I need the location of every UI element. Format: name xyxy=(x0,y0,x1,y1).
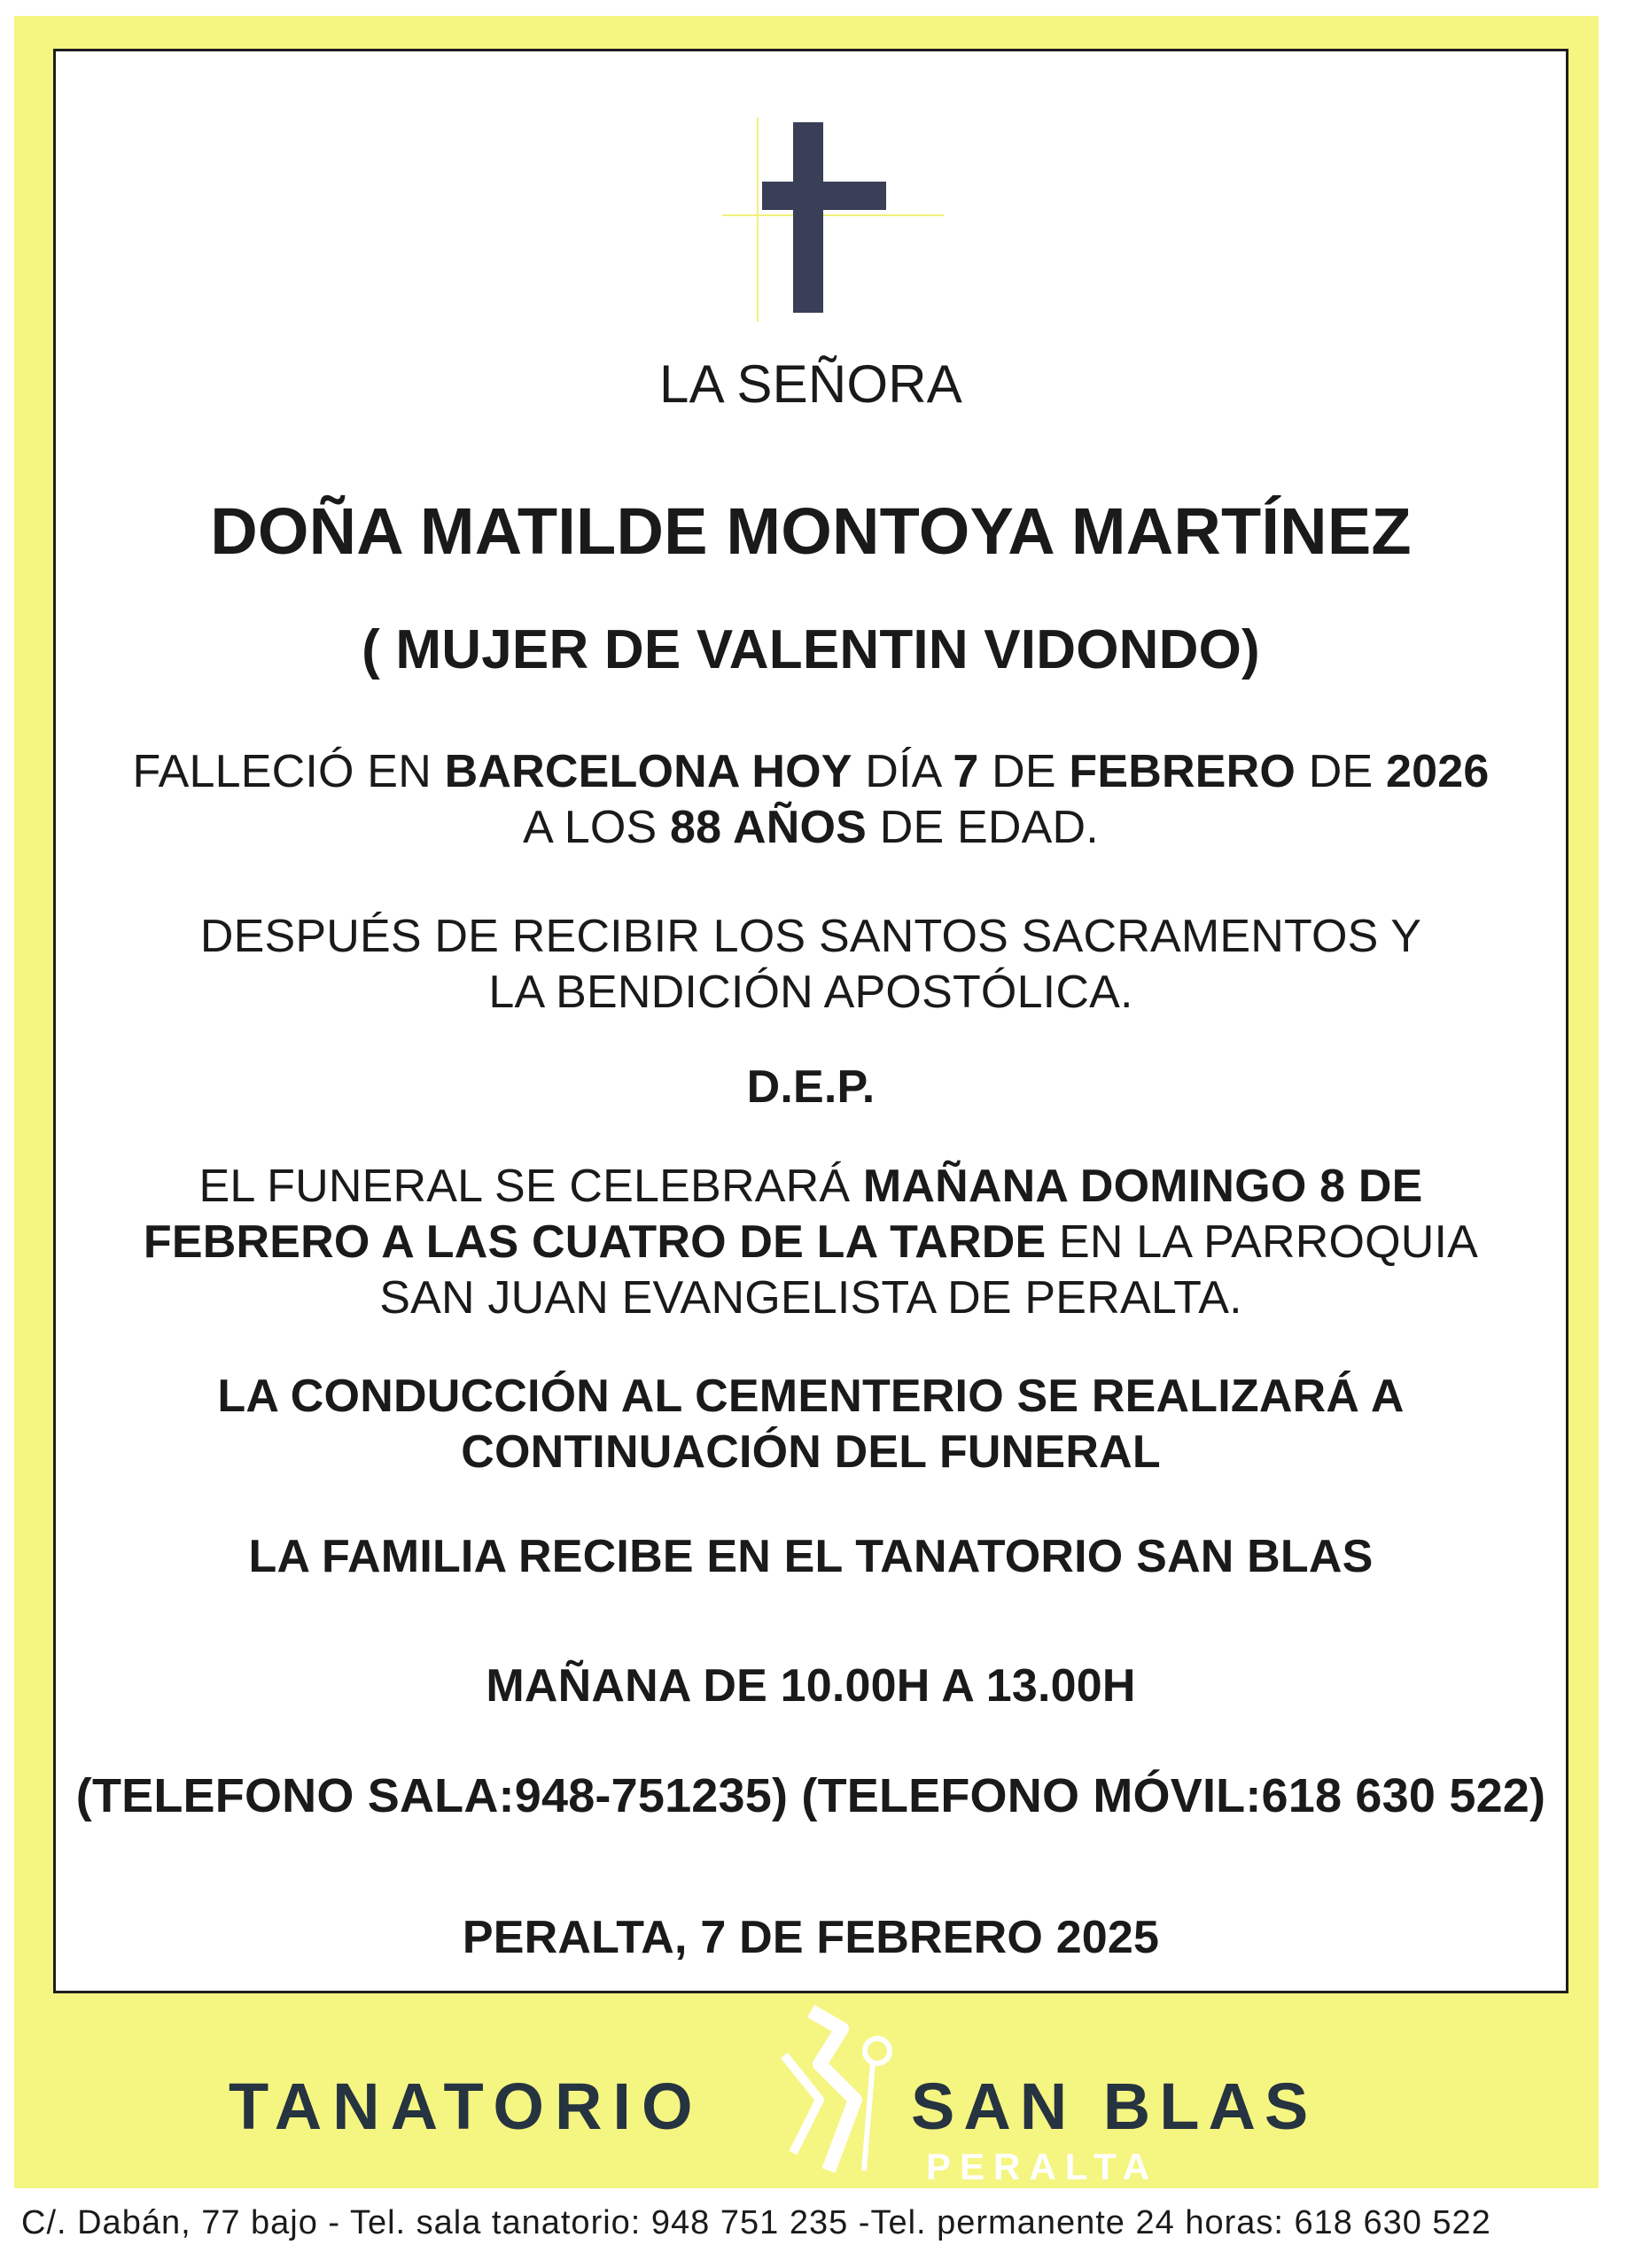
funeral-line-1: EL FUNERAL SE CELEBRARÁ MAÑANA DOMINGO 8 DE xyxy=(198,1161,1423,1212)
sacraments-line-1: DESPUÉS DE RECIBIR LOS SANTOS SACRAMENTOS Y xyxy=(199,911,1422,962)
yellow-background xyxy=(14,16,1599,2188)
saint-blas-logo-icon xyxy=(758,2002,908,2179)
hours-line: MAÑANA DE 10.00H A 13.00H xyxy=(486,1660,1136,1712)
funeral-line-2: FEBRERO A LAS CUATRO DE LA TARDE EN LA PARROQUIA xyxy=(143,1216,1479,1268)
logo-text-left: TANATORIO xyxy=(229,2070,704,2143)
obituary-card xyxy=(53,49,1568,1993)
cemetery-line-2: CONTINUACIÓN DEL FUNERAL xyxy=(461,1426,1161,1478)
funeral-line-3: SAN JUAN EVANGELISTA DE PERALTA. xyxy=(379,1272,1242,1324)
sacraments-line-2: LA BENDICIÓN APOSTÓLICA. xyxy=(488,967,1133,1018)
footer-address: C/. Dabán, 77 bajo - Tel. sala tanatorio: 948 751 235 -Tel. permanente 24 horas: 618 630 522 xyxy=(21,2204,1491,2241)
deceased-name: DOÑA MATILDE MONTOYA MARTÍNEZ xyxy=(210,494,1412,568)
cemetery-line-1: LA CONDUCCIÓN AL CEMENTERIO SE REALIZARÁ A xyxy=(217,1371,1405,1422)
family-line: LA FAMILIA RECIBE EN EL TANATORIO SAN BLAS xyxy=(248,1531,1374,1582)
place-date-line: PERALTA, 7 DE FEBRERO 2025 xyxy=(462,1912,1160,1963)
cross-icon xyxy=(722,118,970,366)
title: LA SEÑORA xyxy=(659,354,962,414)
rip-text: D.E.P. xyxy=(746,1061,876,1113)
age-line: A LOS 88 AÑOS DE EDAD. xyxy=(523,802,1099,853)
logo-text-right: SAN BLAS xyxy=(911,2070,1318,2143)
logo-subtext: PERALTA xyxy=(926,2146,1159,2187)
phones-line: (TELEFONO SALA:948-751235) (TELEFONO MÓVIL:618 630 522) xyxy=(75,1769,1546,1822)
spouse-line: ( MUJER DE VALENTIN VIDONDO) xyxy=(362,619,1260,680)
death-line: FALLECIÓ EN BARCELONA HOY DÍA 7 DE FEBRERO DE 2026 xyxy=(132,746,1490,797)
